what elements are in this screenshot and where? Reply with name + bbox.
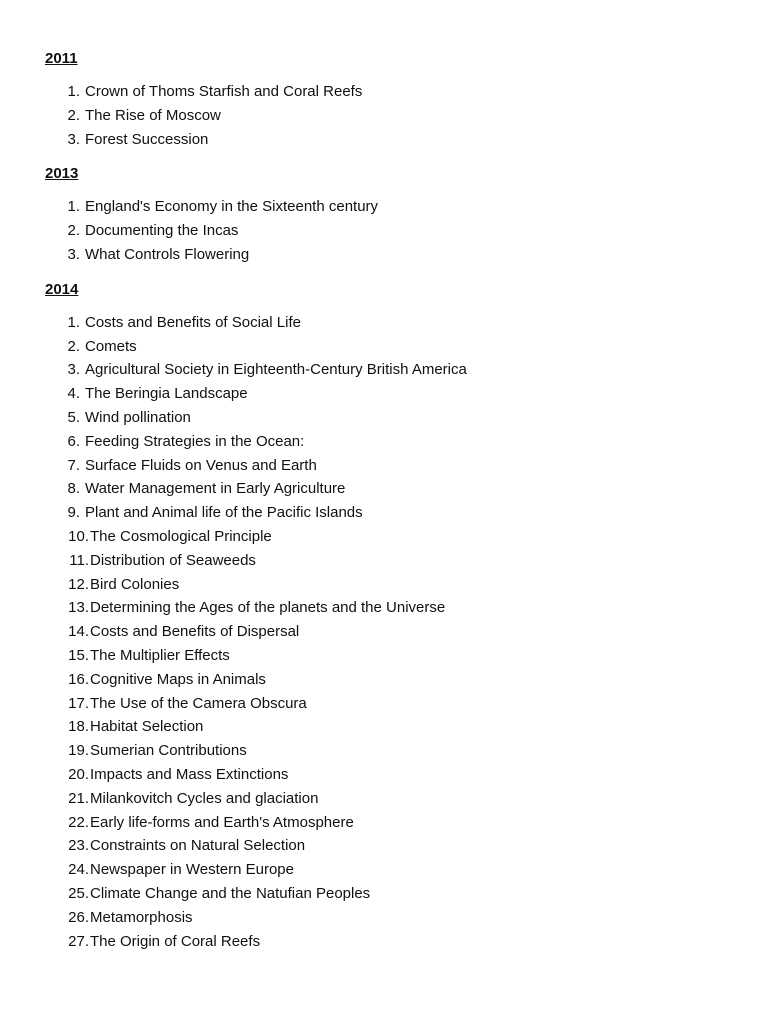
item-title: The Beringia Landscape <box>85 385 248 403</box>
item-title: Newspaper in Western Europe <box>90 861 294 879</box>
year-heading: 2013 <box>45 165 79 183</box>
item-number: 10. <box>68 527 89 545</box>
list-item <box>45 382 768 406</box>
year-section-2011 <box>45 48 768 151</box>
item-title: Distribution of Seaweeds <box>90 551 256 569</box>
item-number: 16. <box>68 670 89 688</box>
item-number: 21. <box>68 789 89 807</box>
list-item <box>45 430 768 454</box>
list-item <box>45 763 768 787</box>
item-number: 11. <box>69 551 89 569</box>
item-number: 8. <box>67 480 80 498</box>
list-item <box>45 243 768 267</box>
item-title: Crown of Thoms Starfish and Coral Reefs <box>85 83 363 100</box>
item-number: 20. <box>68 765 89 783</box>
item-number: 24. <box>68 861 89 879</box>
list-item <box>45 195 768 219</box>
item-title: Surface Fluids on Venus and Earth <box>85 456 317 474</box>
item-title: Plant and Animal life of the Pacific Islands <box>85 504 363 522</box>
list-item <box>45 335 768 359</box>
item-title: Water Management in Early Agriculture <box>85 480 346 498</box>
item-number: 1. <box>67 313 80 331</box>
item-title: Determining the Ages of the planets and the Universe <box>90 599 446 617</box>
year-heading: 2011 <box>45 50 78 67</box>
item-number: 18. <box>68 718 89 736</box>
list-item <box>45 80 768 104</box>
item-number: 19. <box>68 742 89 760</box>
item-number: 4. <box>67 385 80 403</box>
list-item <box>45 128 768 152</box>
item-number: 13. <box>68 599 89 617</box>
topic-list <box>45 80 768 151</box>
list-item <box>45 454 768 478</box>
item-number: 6. <box>67 432 80 450</box>
item-title: Constraints on Natural Selection <box>90 837 306 855</box>
item-title: Impacts and Mass Extinctions <box>90 765 289 783</box>
item-title: Climate Change and the Natufian Peoples <box>90 884 371 902</box>
list-item <box>45 311 768 335</box>
year-heading: 2014 <box>45 280 79 298</box>
list-item <box>45 644 768 668</box>
list-item <box>45 858 768 882</box>
item-title: Cognitive Maps in Animals <box>90 670 266 688</box>
item-title: England's Economy in the Sixteenth century <box>85 198 379 216</box>
list-item <box>45 219 768 243</box>
list-item <box>45 930 768 954</box>
list-item <box>45 406 768 430</box>
item-number: 9. <box>67 504 80 522</box>
item-number: 17. <box>68 694 89 712</box>
item-number: 2. <box>67 106 80 124</box>
item-title: Costs and Benefits of Social Life <box>85 313 301 331</box>
item-number: 15. <box>68 646 89 664</box>
item-title: Comets <box>85 337 137 355</box>
list-item <box>45 104 768 128</box>
list-item <box>45 906 768 930</box>
list-item <box>45 834 768 858</box>
item-number: 1. <box>67 198 80 216</box>
item-title: Milankovitch Cycles and glaciation <box>90 789 319 807</box>
item-title: The Multiplier Effects <box>90 646 230 664</box>
item-title: Costs and Benefits of Dispersal <box>90 623 300 641</box>
item-number: 23. <box>68 837 89 855</box>
item-number: 27. <box>68 932 89 950</box>
year-section-2014 <box>45 279 768 954</box>
item-title: Bird Colonies <box>90 575 180 593</box>
item-number: 26. <box>68 908 89 926</box>
list-item <box>45 739 768 763</box>
list-item <box>45 715 768 739</box>
item-title: What Controls Flowering <box>85 245 250 263</box>
item-title: The Cosmological Principle <box>90 527 272 545</box>
item-title: The Use of the Camera Obscura <box>90 694 307 712</box>
item-number: 2. <box>67 222 80 240</box>
item-title: Forest Succession <box>85 130 209 148</box>
list-item <box>45 787 768 811</box>
item-number: 2. <box>67 337 80 355</box>
item-number: 14. <box>68 623 89 641</box>
item-number: 3. <box>67 130 80 148</box>
list-item <box>45 477 768 501</box>
list-item <box>45 596 768 620</box>
list-item <box>45 882 768 906</box>
item-number: 3. <box>67 245 80 263</box>
list-item <box>45 549 768 573</box>
item-number: 3. <box>67 361 80 379</box>
list-item <box>45 811 768 835</box>
item-number: 5. <box>67 408 80 426</box>
year-section-2013 <box>45 163 768 266</box>
item-title: Habitat Selection <box>90 718 204 736</box>
item-title: Feeding Strategies in the Ocean: <box>85 432 305 450</box>
list-item <box>45 573 768 597</box>
list-item <box>45 525 768 549</box>
item-title: The Origin of Coral Reefs <box>90 932 261 950</box>
list-item <box>45 668 768 692</box>
item-number: 12. <box>68 575 89 593</box>
item-title: Wind pollination <box>85 408 191 426</box>
list-item <box>45 620 768 644</box>
item-number: 25. <box>68 884 89 902</box>
item-title: Documenting the Incas <box>85 222 239 240</box>
list-item <box>45 501 768 525</box>
item-title: Agricultural Society in Eighteenth-Century British America <box>85 361 467 379</box>
item-number: 22. <box>68 813 89 831</box>
item-number: 1. <box>67 83 80 100</box>
item-title: Metamorphosis <box>90 908 193 926</box>
topic-list <box>45 311 768 954</box>
item-number: 7. <box>67 456 80 474</box>
item-title: Early life-forms and Earth's Atmosphere <box>90 813 354 831</box>
topic-list <box>45 195 768 266</box>
item-title: Sumerian Contributions <box>90 742 247 760</box>
list-item <box>45 358 768 382</box>
list-item <box>45 692 768 716</box>
item-title: The Rise of Moscow <box>85 106 221 124</box>
